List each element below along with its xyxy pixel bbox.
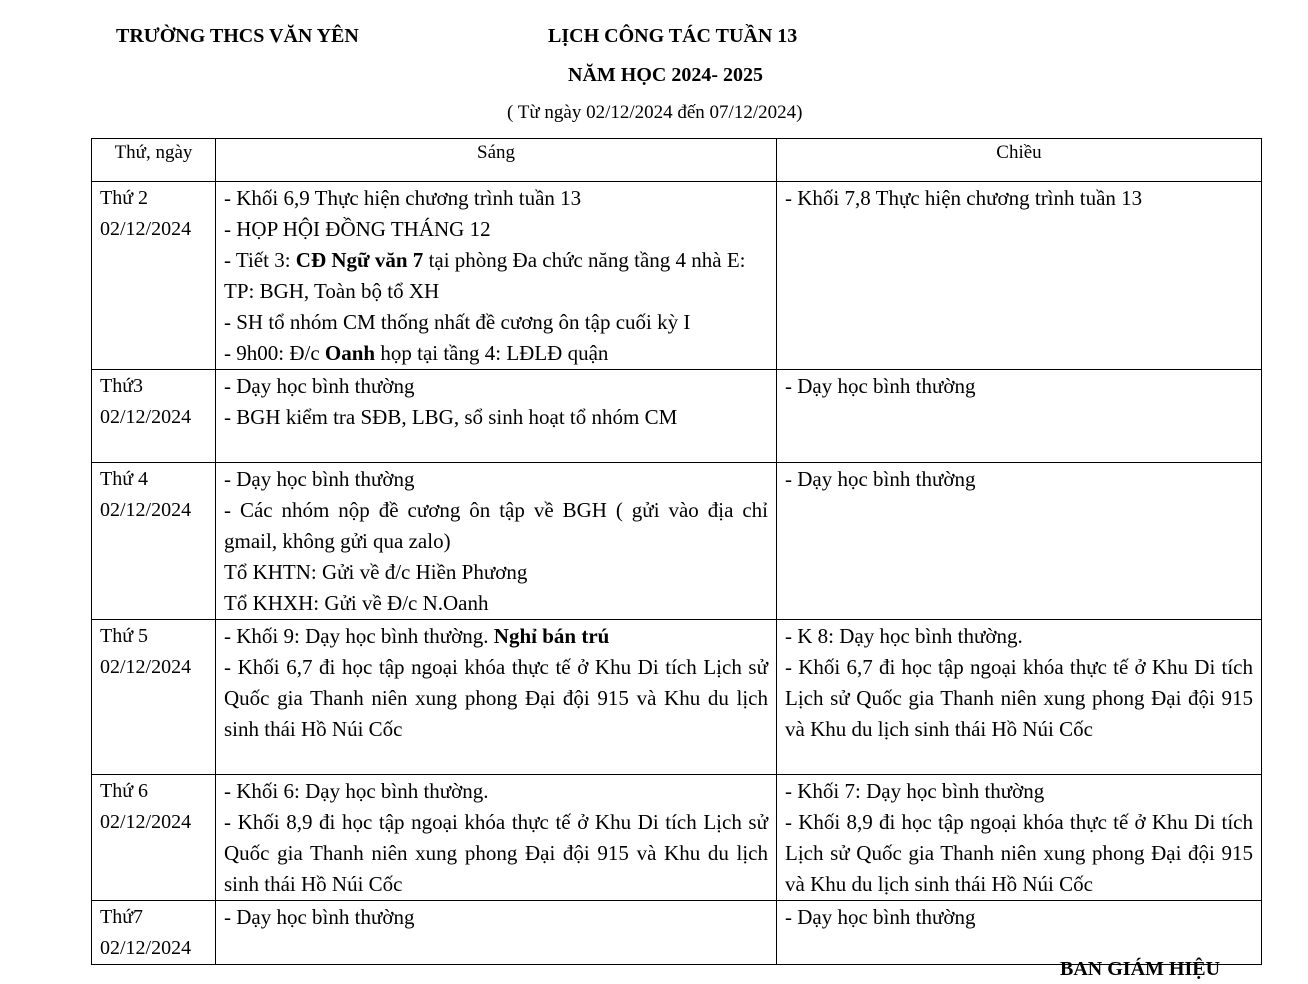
school-year: NĂM HỌC 2024- 2025 [568,64,763,86]
schedule-item: - Khối 6,7 đi học tập ngoại khóa thực tế ở Khu Di tích Lịch sử Quốc gia Thanh niên xung phong Đại đội 915 và Khu du lịch sinh thái Hồ Núi Cốc [224,655,768,741]
schedule-table [91,138,1262,965]
schedule-item: - Khối 8,9 đi học tập ngoại khóa thực tế ở Khu Di tích Lịch sử Quốc gia Thanh niên xung phong Đại đội 915 và Khu du lịch sinh thái Hồ Núi Cốc [785,810,1253,896]
day-cell [92,901,216,965]
schedule-item: - 9h00: Đ/c Oanh họp tại tầng 4: LĐLĐ quận [224,341,609,365]
schedule-item: - SH tổ nhóm CM thống nhất đề cương ôn tập cuối kỳ I [224,310,691,334]
date-range: ( Từ ngày 02/12/2024 đến 07/12/2024) [507,102,803,123]
schedule-item: - Khối 8,9 đi học tập ngoại khóa thực tế ở Khu Di tích Lịch sử Quốc gia Thanh niên xung phong Đại đội 915 và Khu du lịch sinh thái Hồ Núi Cốc [224,810,768,896]
table-header-row [92,139,1262,182]
table-row [92,463,1262,620]
day-cell [92,182,216,370]
schedule-item: - Khối 7: Dạy học bình thường [785,779,1045,803]
page-title: LỊCH CÔNG TÁC TUẦN 13 [548,25,798,47]
table-row [92,370,1262,463]
schedule-item-emphasis: Oanh [324,341,376,365]
day-cell [92,370,216,463]
day-date: 02/12/2024 [100,499,192,521]
day-date: 02/12/2024 [100,811,192,833]
day-label: Thứ 2 [100,187,149,209]
column-header-morning: Sáng [216,139,777,182]
table-row [92,620,1262,775]
schedule-item: - Các nhóm nộp đề cương ôn tập về BGH ( gửi vào địa chỉ gmail, không gửi qua zalo) [224,498,768,553]
afternoon-cell [777,182,1262,370]
column-header-afternoon: Chiều [777,139,1262,182]
schedule-item: - Khối 6,9 Thực hiện chương trình tuần 13 [224,186,582,210]
column-header-day: Thứ, ngày [92,139,216,182]
schedule-item: - Dạy học bình thường [785,905,976,929]
afternoon-cell [777,901,1262,965]
schedule-item: - Khối 6: Dạy học bình thường. [224,779,489,803]
schedule-item: - Dạy học bình thường [224,374,415,398]
day-label: Thứ3 [100,375,144,397]
schedule-item: - Khối 9: Dạy học bình thường. Nghỉ bán trú [224,624,610,648]
school-name: TRƯỜNG THCS VĂN YÊN [116,25,359,47]
schedule-item: - BGH kiểm tra SĐB, LBG, sổ sinh hoạt tổ nhóm CM [224,405,678,429]
schedule-item: - K 8: Dạy học bình thường. [785,624,1023,648]
schedule-item: - Khối 6,7 đi học tập ngoại khóa thực tế ở Khu Di tích Lịch sử Quốc gia Thanh niên xung phong Đại đội 915 và Khu du lịch sinh thái Hồ Núi Cốc [785,655,1253,741]
day-cell [92,463,216,620]
schedule-item: Tổ KHTN: Gửi về đ/c Hiền Phương [224,560,528,584]
morning-cell [216,775,777,901]
morning-cell [216,370,777,463]
schedule-item: - Dạy học bình thường [785,374,976,398]
day-label: Thứ7 [100,906,144,928]
schedule-item-emphasis: Nghỉ bán trú [493,624,610,648]
morning-cell [216,901,777,965]
table-row [92,182,1262,370]
afternoon-cell [777,620,1262,775]
table-row [92,775,1262,901]
day-date: 02/12/2024 [100,937,192,959]
day-date: 02/12/2024 [100,656,192,678]
schedule-item: Tổ KHXH: Gửi về Đ/c N.Oanh [224,591,489,615]
schedule-item: - Dạy học bình thường [224,905,415,929]
afternoon-cell [777,463,1262,620]
afternoon-cell [777,370,1262,463]
schedule-item-emphasis: CĐ Ngữ văn 7 [295,248,424,272]
day-label: Thứ 5 [100,625,149,647]
schedule-item: - Tiết 3: CĐ Ngữ văn 7 tại phòng Đa chức năng tầng 4 nhà E: TP: BGH, Toàn bộ tổ XH [224,248,746,303]
schedule-item: - HỌP HỘI ĐỒNG THÁNG 12 [224,217,491,241]
signature-label: BAN GIÁM HIỆU [1060,958,1221,980]
schedule-item: - Dạy học bình thường [224,467,415,491]
table-row [92,901,1262,965]
schedule-item: - Khối 7,8 Thực hiện chương trình tuần 13 [785,186,1143,210]
morning-cell [216,620,777,775]
day-cell [92,620,216,775]
day-label: Thứ 6 [100,780,149,802]
morning-cell [216,463,777,620]
day-label: Thứ 4 [100,468,149,490]
afternoon-cell [777,775,1262,901]
day-date: 02/12/2024 [100,406,192,428]
day-date: 02/12/2024 [100,218,192,240]
day-cell [92,775,216,901]
morning-cell [216,182,777,370]
schedule-item: - Dạy học bình thường [785,467,976,491]
